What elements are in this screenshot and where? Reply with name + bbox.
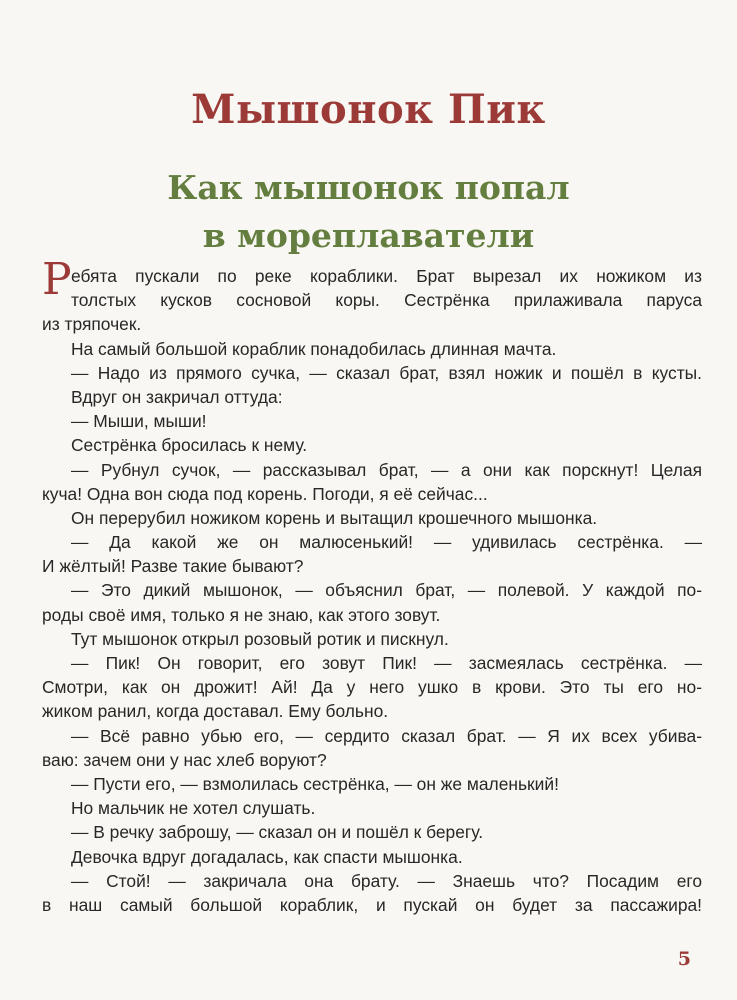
- drop-cap: Р: [42, 254, 72, 305]
- text-line: ваю: зачем они у нас хлеб воруют?: [42, 749, 327, 770]
- text-line: — Всё равно убью его, — сердито сказал брат. — Я их всех убива-: [71, 725, 702, 746]
- text-line: роды своё имя, только я не знаю, как этого зовут.: [42, 604, 441, 625]
- text-line: — Пик! Он говорит, его зовут Пик! — засмеялась сестрёнка. —: [71, 653, 702, 673]
- text-line: Он перерубил ножиком корень и вытащил крошечного мышонка.: [71, 507, 598, 528]
- text-line: Тут мышонок открыл розовый ротик и пискнул.: [71, 628, 449, 649]
- text-line: толстых кусков сосновой коры. Сестрёнка прилаживала паруса: [71, 290, 702, 311]
- subtitle-line: в мореплаватели: [202, 216, 535, 255]
- text-line: Девочка вдруг догадалась, как спасти мышонка.: [71, 846, 463, 867]
- text-line: Смотри, как он дрожит! Ай! Да у него ушко в крови. Это ты его но-: [42, 677, 702, 698]
- text-line: И жёлтый! Разве такие бывают?: [42, 556, 304, 577]
- text-line-content: ебята пускали по реке кораблики. Брат вырезал их ножиком из: [71, 266, 702, 286]
- text-line: — Да какой же он малюсенький! — удивилась сестрёнка. —: [71, 532, 702, 553]
- text-line: жиком ранил, когда доставал. Ему больно.: [42, 701, 389, 722]
- text-line: куча! Одна вон сюда под корень. Погоди, я её сейчас...: [42, 483, 488, 504]
- text-line: — Пусти его, — взмолилась сестрёнка, — он же маленький!: [71, 773, 559, 794]
- chapter-title: Мышонок Пик: [191, 86, 546, 133]
- page-number: 5: [677, 948, 691, 970]
- text-line: — В речку заброшу, — сказал он и пошёл к берегу.: [71, 822, 484, 843]
- text-line: в наш самый большой кораблик, и пускай он будет за пассажира!: [42, 894, 702, 915]
- text-line: Сестрёнка бросилась к нему.: [71, 435, 308, 456]
- text-line: из тряпочек.: [42, 314, 142, 335]
- text-line: — Надо из прямого сучка, — сказал брат, взял ножик и пошёл в кусты.: [71, 362, 702, 383]
- subtitle-line: Как мышонок попал: [167, 168, 570, 207]
- text-line: Вдруг он закричал оттуда:: [71, 386, 283, 407]
- text-line: — Стой! — закричала она брату. — Знаешь что? Посадим его: [71, 870, 702, 891]
- text-line: На самый большой кораблик понадобилась длинная мачта.: [71, 338, 557, 359]
- text-line: Но мальчик не хотел слушать.: [71, 798, 316, 819]
- text-line: — Рубнул сучок, — рассказывал брат, — а они как порскнут! Целая: [71, 459, 702, 480]
- text-line: — Мыши, мыши!: [71, 411, 207, 432]
- body-text: [42, 254, 702, 917]
- text-line: — Это дикий мышонок, — объяснил брат, — полевой. У каждой по-: [71, 580, 702, 601]
- chapter-subtitle: [0, 164, 737, 260]
